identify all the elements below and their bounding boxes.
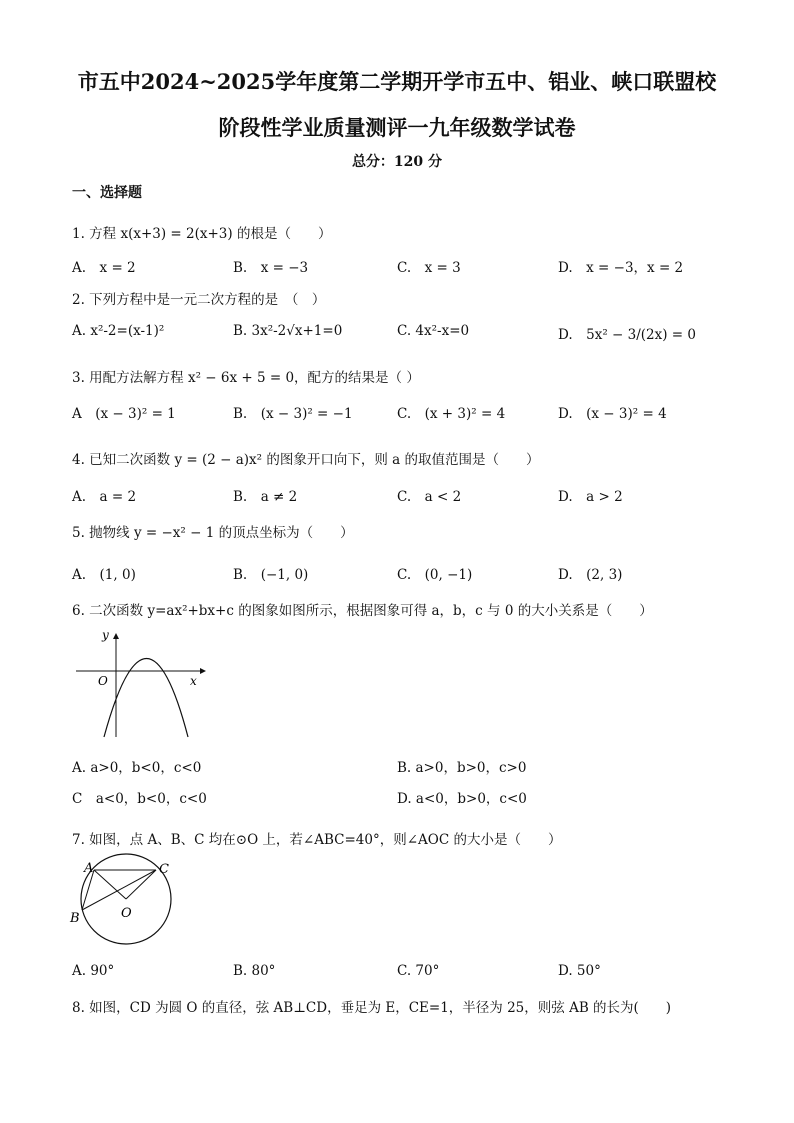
question-6-option-d: D. a<0，b>0，c<0 — [397, 791, 527, 807]
question-6-stem: 6. 二次函数 y=ax²+bx+c 的图象如图所示，根据图象可得 a，b，c 与 0 的大小关系是（ ） — [72, 603, 653, 619]
question-2-stem: 2. 下列方程中是一元二次方程的是 （ ） — [72, 292, 326, 308]
question-1-option-c: C. x = 3 — [397, 260, 461, 276]
question-4-option-a: A. a = 2 — [72, 489, 137, 505]
question-5-option-a: A. (1, 0) — [72, 567, 136, 583]
question-1-option-d: D. x = −3，x = 2 — [558, 260, 684, 276]
question-3-option-b: B. (x − 3)² = −1 — [233, 406, 353, 422]
point-c-label: C — [159, 862, 169, 877]
question-2-option-b: B. 3x²-2√x+1=0 — [233, 323, 343, 339]
y-axis-label: y — [102, 628, 109, 642]
question-4-option-c: C. a < 2 — [397, 489, 462, 505]
question-6-option-a: A. a>0，b<0，c<0 — [72, 760, 202, 776]
question-2-option-d: D. 5x² − 3/(2x) = 0 — [558, 327, 696, 343]
circle-figure — [68, 852, 180, 952]
question-7-option-a: A. 90° — [72, 963, 115, 979]
question-1-stem: 1. 方程 x(x+3) = 2(x+3) 的根是（ ） — [72, 226, 332, 242]
question-7-option-b: B. 80° — [233, 963, 276, 979]
chord-bc — [82, 870, 156, 910]
question-3-option-d: D. (x − 3)² = 4 — [558, 406, 667, 422]
question-4-stem: 4. 已知二次函数 y = (2 − a)x² 的图象开口向下，则 a 的取值范围是（ ） — [72, 452, 540, 468]
question-6-option-c: C a<0，b<0，c<0 — [72, 791, 207, 807]
total-score: 总分：120 分 — [351, 154, 443, 170]
question-5-option-b: B. (−1, 0) — [233, 567, 309, 583]
question-4-option-b: B. a ≠ 2 — [233, 489, 298, 505]
question-8-stem: 8. 如图，CD 为圆 O 的直径，弦 AB⊥CD，垂足为 E，CE=1，半径为 25，则弦 AB 的长为( ) — [72, 1000, 672, 1016]
question-6-option-b: B. a>0，b>0，c>0 — [397, 760, 527, 776]
center-o-label: O — [121, 906, 132, 921]
question-5-option-c: C. (0, −1) — [397, 567, 473, 583]
x-axis-label: x — [190, 674, 197, 688]
question-3-stem: 3. 用配方法解方程 x² − 6x + 5 = 0，配方的结果是（ ） — [72, 370, 420, 386]
parabola-curve — [104, 659, 188, 738]
question-2-option-c: C. 4x²-x=0 — [397, 323, 470, 339]
x-axis-arrow — [200, 668, 206, 674]
question-3-option-c: C. (x + 3)² = 4 — [397, 406, 506, 422]
question-1-option-b: B. x = −3 — [233, 260, 309, 276]
origin-label: O — [98, 674, 108, 688]
question-1-option-a: A. x = 2 — [72, 260, 136, 276]
question-5-stem: 5. 抛物线 y = −x² − 1 的顶点坐标为（ ） — [72, 525, 354, 541]
question-7-option-d: D. 50° — [558, 963, 601, 979]
question-7-option-c: C. 70° — [397, 963, 440, 979]
question-3-option-a: A (x − 3)² = 1 — [72, 406, 176, 422]
question-2-option-a: A. x²-2=(x-1)² — [72, 323, 165, 339]
question-5-option-d: D. (2, 3) — [558, 567, 623, 583]
question-4-option-d: D. a > 2 — [558, 489, 623, 505]
point-a-label: A — [84, 861, 94, 876]
point-b-label: B — [70, 911, 80, 926]
question-7-stem: 7. 如图，点 A、B、C 均在⊙O 上，若∠ABC=40°，则∠AOC 的大小是（ ） — [72, 832, 562, 848]
exam-title-line2: 阶段性学业质量测评一九年级数学试卷 — [218, 115, 576, 140]
y-axis-arrow — [113, 633, 119, 639]
parabola-figure — [72, 625, 212, 740]
exam-title-line1: 市五中2024~2025学年度第二学期开学市五中、铝业、峡口联盟校 — [77, 69, 717, 94]
radius-oc — [126, 870, 156, 899]
section-heading: 一、选择题 — [72, 185, 142, 201]
